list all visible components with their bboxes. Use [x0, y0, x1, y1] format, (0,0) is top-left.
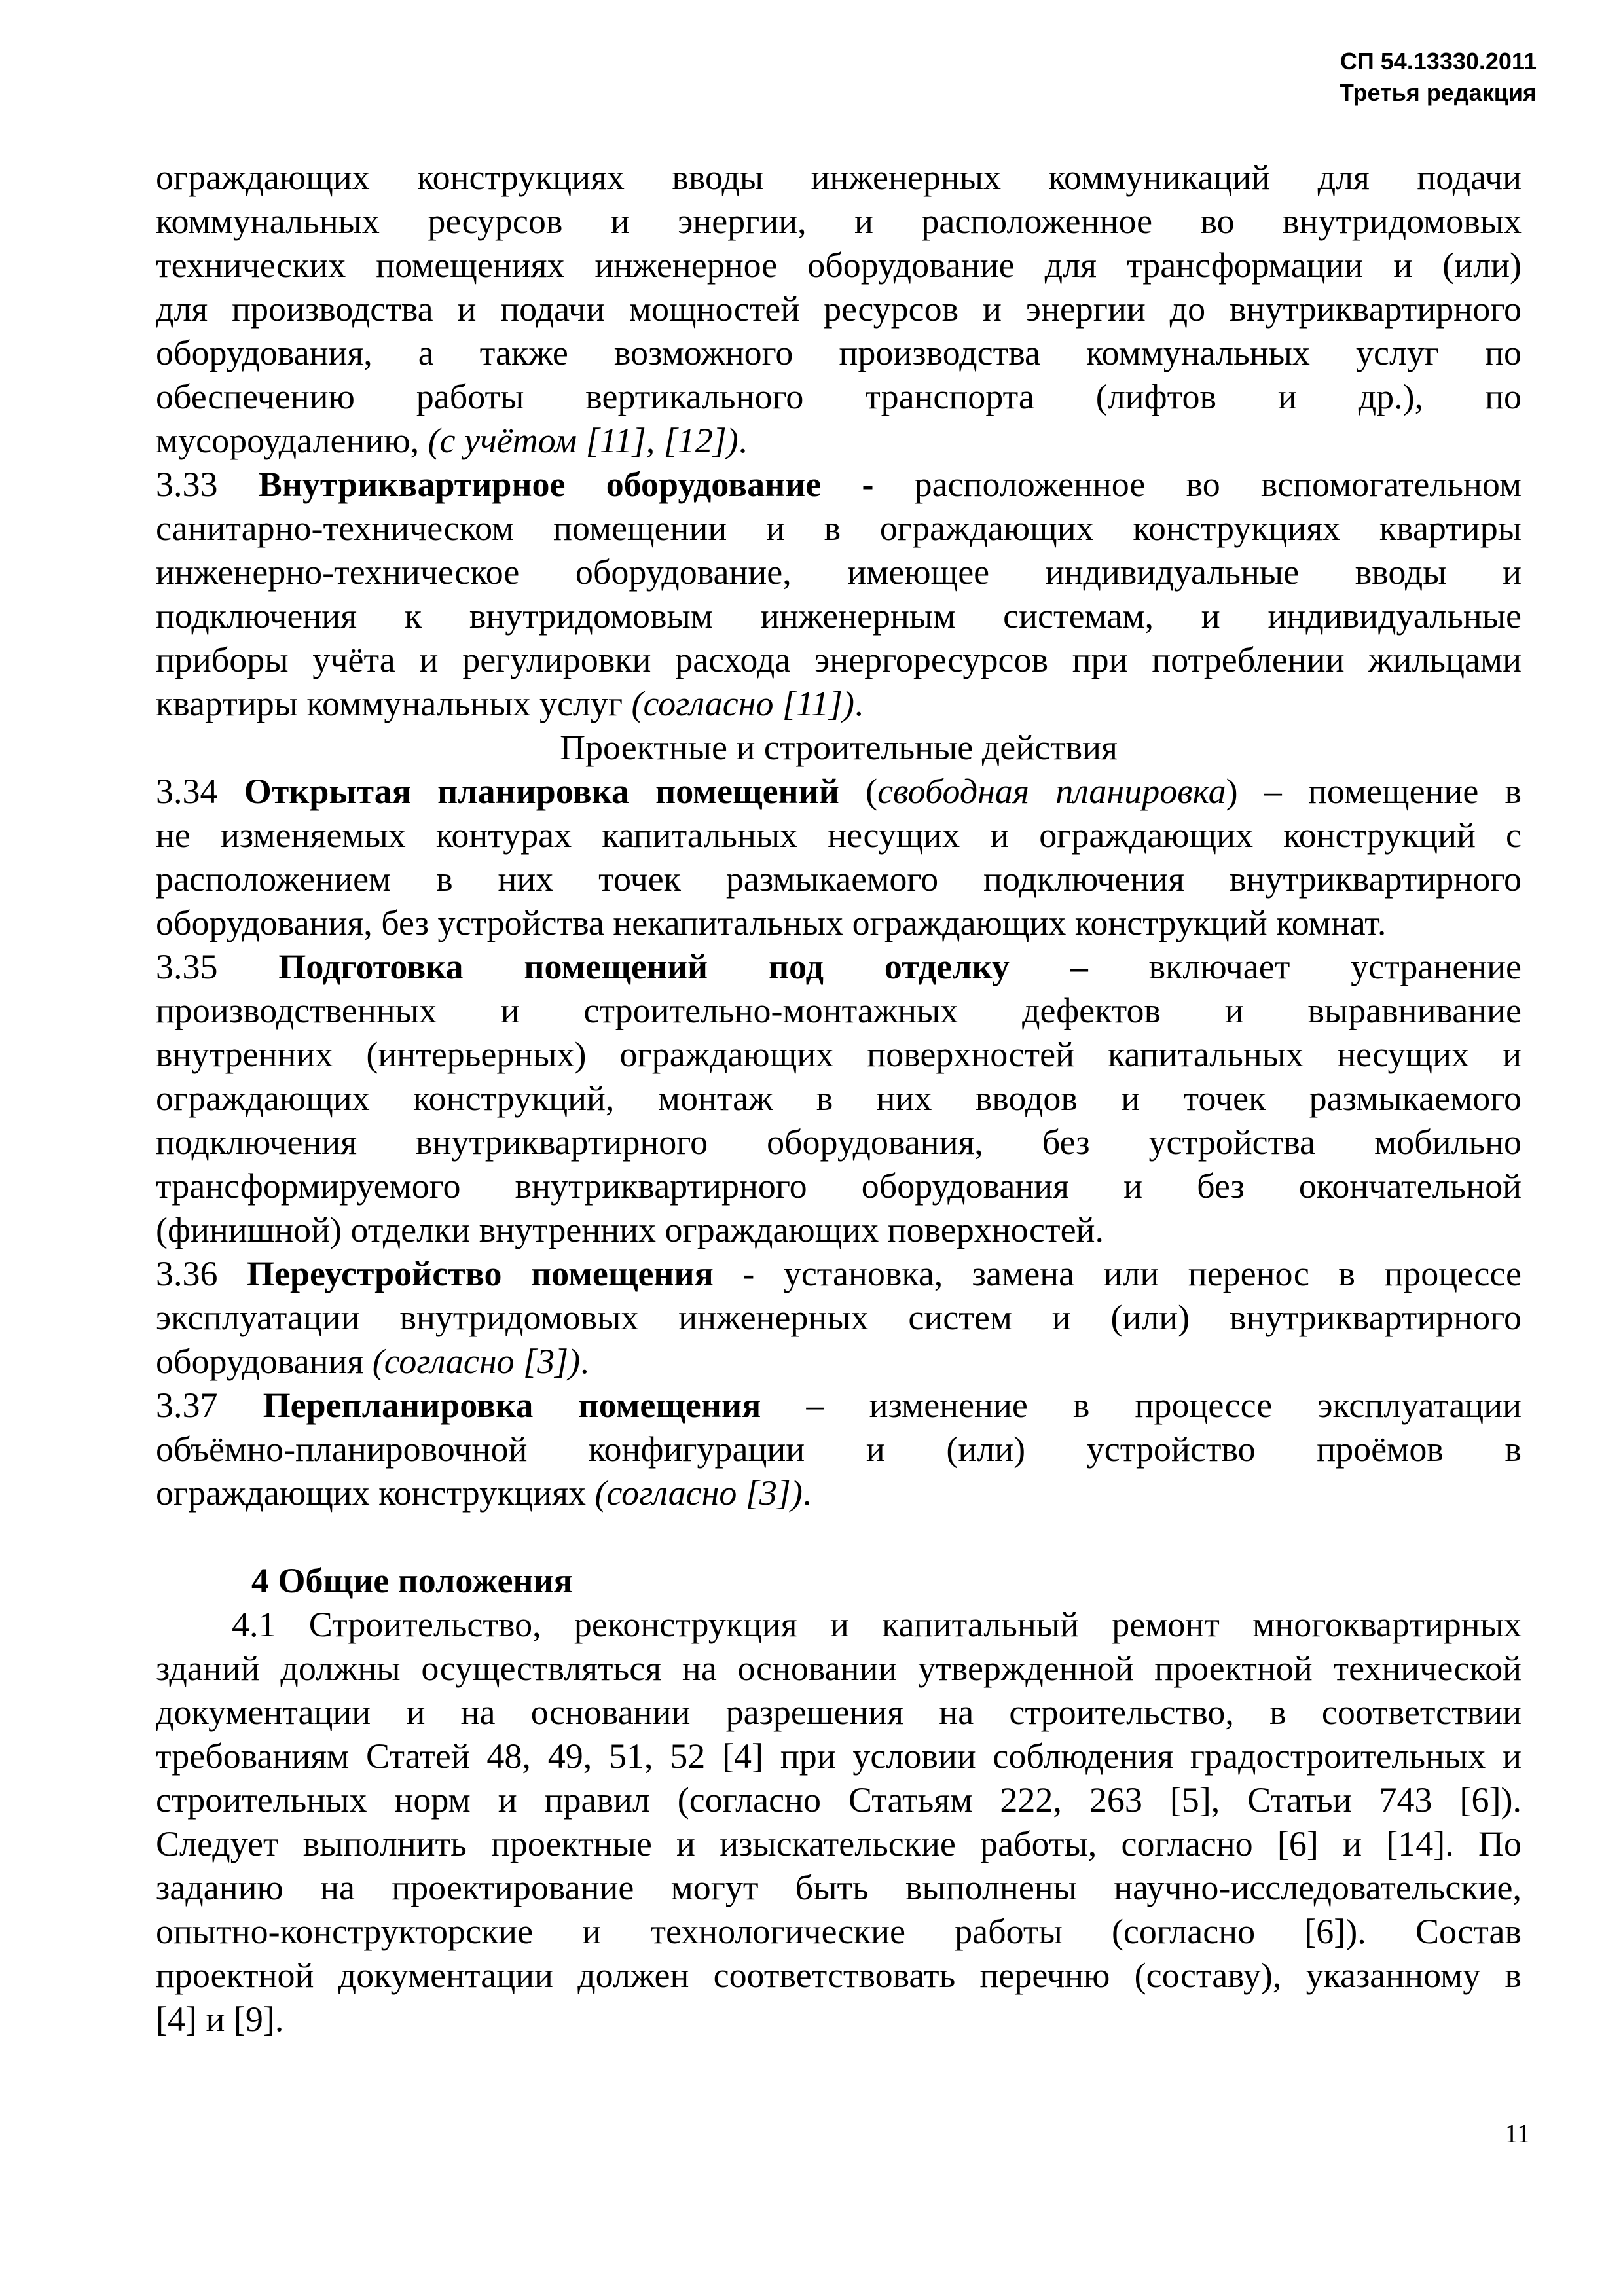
definition-3-37: 3.37 Перепланировка помещения – изменение в процессе эксплуатации [156, 1386, 1522, 1425]
text-line: для производства и подачи мощностей ресурсов и энергии до внутриквартирного [156, 289, 1522, 329]
text-line: строительных норм и правил (согласно Статьям 222, 263 [5], Статьи 743 [6]). [156, 1780, 1522, 1820]
text-line: не изменяемых контурах капитальных несущих и ограждающих конструкций с [156, 816, 1522, 855]
text-line: квартиры коммунальных услуг (согласно [11]). [156, 684, 864, 723]
text-line: опытно-конструкторские и технологические работы (согласно [6]). Состав [156, 1912, 1522, 1951]
term: Открытая планировка помещений [244, 772, 839, 811]
text-line: документации и на основании разрешения на строительство, в соответствии [156, 1693, 1522, 1732]
text-line: (финишной) отделки внутренних ограждающих поверхностей. [156, 1210, 1104, 1249]
text-line: технических помещениях инженерное оборудование для трансформации и (или) [156, 245, 1522, 285]
text-line: зданий должны осуществляться на основании утвержденной проектной технической [156, 1649, 1522, 1688]
term-synonym: свободная планировка [877, 772, 1226, 811]
text-line: оборудования, а также возможного производства коммунальных услуг по [156, 333, 1522, 372]
text-line: расположением в них точек размыкаемого подключения внутриквартирного [156, 859, 1522, 899]
text-line: проектной документации должен соответствовать перечню (составу), указанному в [156, 1956, 1522, 1995]
text-line: заданию на проектирование могут быть выполнены научно-исследовательские, [156, 1868, 1522, 1907]
text-line: эксплуатации внутридомовых инженерных систем и (или) внутриквартирного [156, 1298, 1522, 1337]
text-line: объёмно-планировочной конфигурации и (или) устройство проёмов в [156, 1429, 1522, 1469]
document-body [156, 156, 1522, 2041]
text-line: трансформируемого внутриквартирного оборудования и без окончательной [156, 1166, 1522, 1206]
page-number: 11 [1504, 2119, 1530, 2148]
text-line: подключения к внутридомовым инженерным системам, и индивидуальные [156, 596, 1522, 636]
text-line: Следует выполнить проектные и изыскательские работы, согласно [6] и [14]. По [156, 1824, 1522, 1863]
text-line: ограждающих конструкциях вводы инженерных коммуникаций для подачи [156, 158, 1522, 197]
section-heading: 4 Общие положения [251, 1561, 573, 1600]
text-line: оборудования, без устройства некапитальных ограждающих конструкций комнат. [156, 903, 1387, 942]
edition-label: Третья редакция [1339, 79, 1537, 106]
text-line: инженерно-техническое оборудование, имеющее индивидуальные вводы и [156, 552, 1522, 592]
text-line: приборы учёта и регулировки расхода энергоресурсов при потреблении жильцами [156, 640, 1522, 679]
term: Переустройство помещения - [247, 1254, 755, 1293]
definition-3-33: 3.33 Внутриквартирное оборудование - расположенное во вспомогательном [156, 465, 1522, 504]
reference: (согласно [3]) [372, 1342, 581, 1381]
term: Перепланировка помещения [263, 1386, 761, 1425]
term: Подготовка помещений под отделку – [278, 947, 1088, 986]
text-line: санитарно-техническом помещении и в ограждающих конструкциях квартиры [156, 509, 1522, 548]
text-line: оборудования (согласно [3]). [156, 1342, 589, 1381]
term: Внутриквартирное оборудование - [258, 465, 874, 504]
page-header [1340, 46, 1537, 109]
text-line: ограждающих конструкций, монтаж в них вводов и точек размыкаемого [156, 1079, 1522, 1118]
definition-3-35: 3.35 Подготовка помещений под отделку – включает устранение [156, 947, 1522, 986]
definition-3-36: 3.36 Переустройство помещения - установка, замена или перенос в процессе [156, 1254, 1522, 1293]
reference: (с учётом [11], [12]) [428, 421, 739, 460]
document-code: СП 54.13330.2011 [1340, 48, 1537, 75]
text-line: ограждающих конструкциях (согласно [3]). [156, 1473, 812, 1513]
text-line: подключения внутриквартирного оборудования, без устройства мобильно [156, 1122, 1522, 1162]
text-line: [4] и [9]. [156, 2000, 284, 2039]
text-line: требованиям Статей 48, 49, 51, 52 [4] при условии соблюдения градостроительных и [156, 1736, 1522, 1776]
text-line: 4.1 Строительство, реконструкция и капитальный ремонт многоквартирных [232, 1605, 1522, 1644]
text-line: мусороудалению, (с учётом [11], [12]). [156, 421, 748, 460]
text-line: обеспечению работы вертикального транспорта (лифтов и др.), по [156, 377, 1522, 416]
text-line: коммунальных ресурсов и энергии, и расположенное во внутридомовых [156, 202, 1522, 241]
text-line: производственных и строительно-монтажных дефектов и выравнивание [156, 991, 1522, 1030]
text-line: внутренних (интерьерных) ограждающих поверхностей капитальных несущих и [156, 1035, 1522, 1074]
reference: (согласно [11]) [631, 684, 854, 723]
definition-3-34: 3.34 Открытая планировка помещений (свободная планировка) – помещение в [156, 772, 1522, 811]
subheading: Проектные и строительные действия [560, 728, 1118, 767]
reference: (согласно [3]) [594, 1473, 803, 1513]
